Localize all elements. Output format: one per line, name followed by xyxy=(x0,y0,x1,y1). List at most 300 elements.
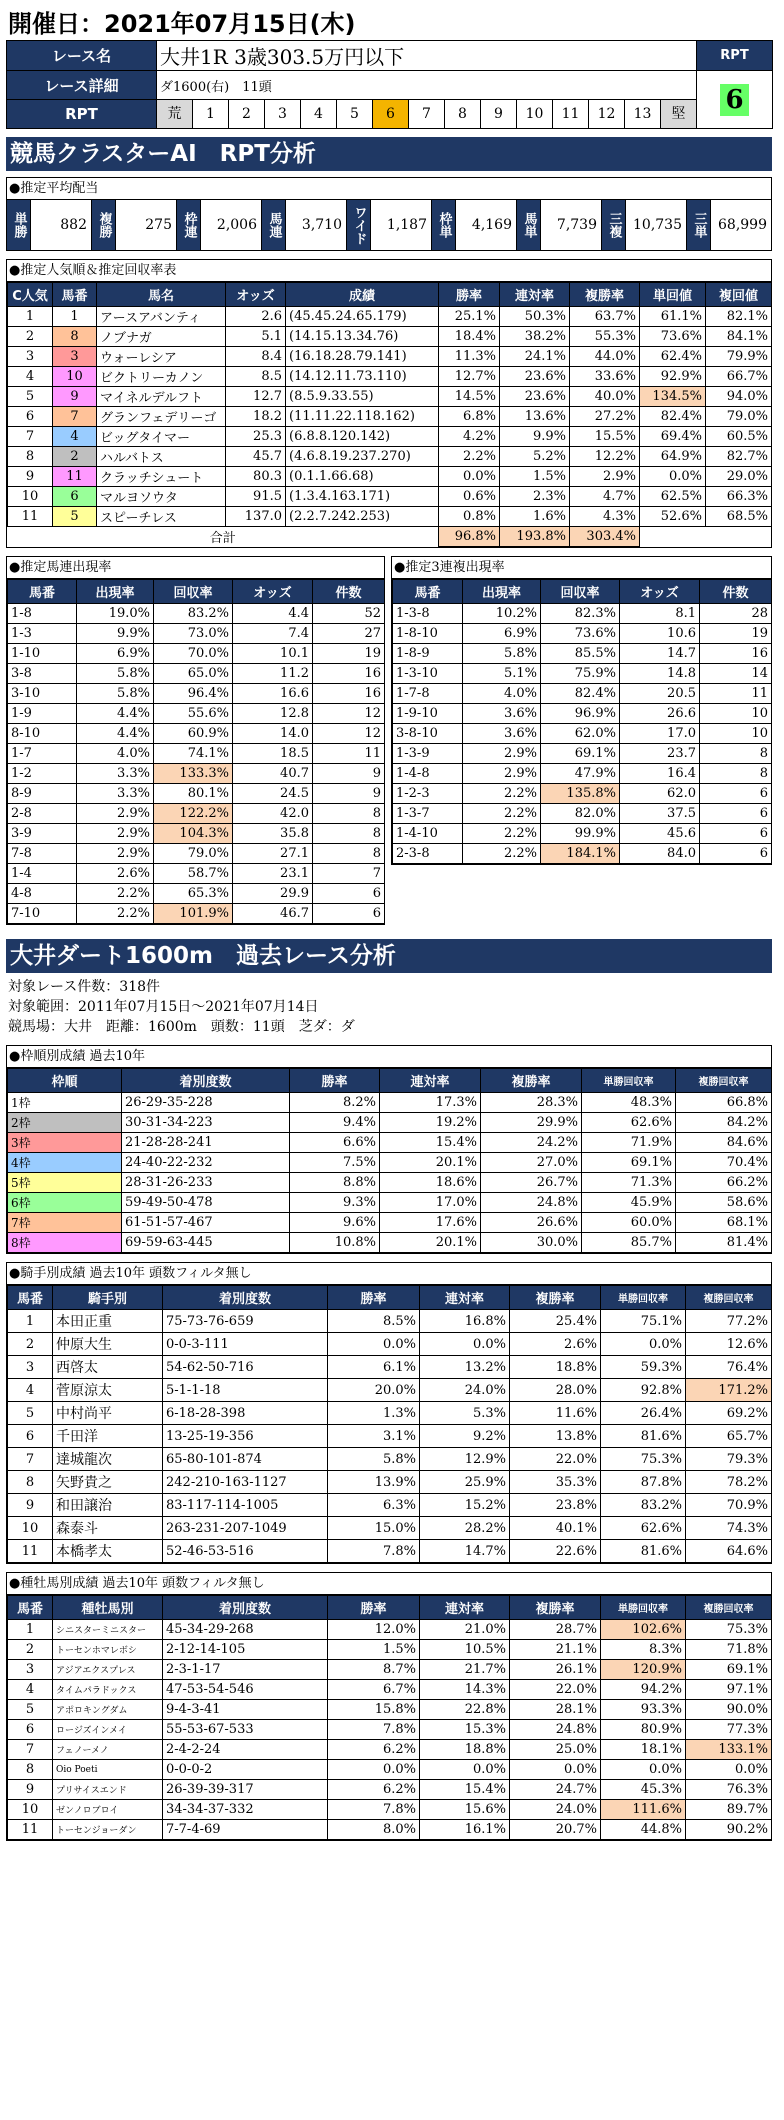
table-cell: 1-3-7 xyxy=(393,804,463,824)
table-cell: 65-80-101-874 xyxy=(163,1448,328,1471)
table-cell: 森泰斗 xyxy=(53,1517,163,1540)
payout-key-2: 枠連 xyxy=(177,200,201,250)
column-header: 着別度数 xyxy=(163,1286,328,1310)
table-cell: 1-3 xyxy=(8,624,77,644)
table-cell: 17.0 xyxy=(620,724,700,744)
table-row xyxy=(8,884,385,904)
table-cell: 9.3% xyxy=(290,1193,380,1213)
table-cell: グランフェデリーゴ xyxy=(97,407,226,427)
rpt-scale-9: 9 xyxy=(481,100,517,128)
table-cell: 2.2% xyxy=(77,884,154,904)
table-cell: 58.7% xyxy=(154,864,233,884)
table-cell: 64.9% xyxy=(640,447,706,467)
table-cell: 78.2% xyxy=(686,1471,772,1494)
header-row xyxy=(8,1286,772,1310)
table-row xyxy=(393,724,772,744)
table-cell: 6.2% xyxy=(328,1780,420,1800)
payout-key-0: 単勝 xyxy=(7,200,31,250)
table-cell: 84.6% xyxy=(676,1133,772,1153)
table-cell: 96.9% xyxy=(541,704,620,724)
table-cell: 6.8% xyxy=(439,407,500,427)
table-cell: 21.0% xyxy=(420,1620,510,1640)
table-cell: 12.8 xyxy=(233,704,313,724)
table-cell: 71.3% xyxy=(582,1173,676,1193)
table-cell: 28.0% xyxy=(510,1379,601,1402)
table-cell: (6.8.8.120.142) xyxy=(286,427,439,447)
table-cell: 48.3% xyxy=(582,1093,676,1113)
header-row xyxy=(8,580,385,604)
table-row xyxy=(8,1700,772,1720)
table-cell: 82.1% xyxy=(706,307,772,327)
table-cell: 96.4% xyxy=(154,684,233,704)
table-cell: 90.0% xyxy=(686,1700,772,1720)
table-cell: 9.4% xyxy=(290,1113,380,1133)
table-cell: ロージズインメイ xyxy=(53,1720,163,1740)
table-cell: 14.7 xyxy=(620,644,700,664)
table-cell: 21.1% xyxy=(510,1640,601,1660)
table-cell: 9 xyxy=(313,784,385,804)
column-header: 馬番 xyxy=(53,283,97,307)
table-cell: 1.5% xyxy=(328,1640,420,1660)
column-header: オッズ xyxy=(620,580,700,604)
table-cell: 6 xyxy=(313,904,385,924)
table-cell: (14.12.11.73.110) xyxy=(286,367,439,387)
table-cell: 6.9% xyxy=(77,644,154,664)
table-cell: 5.2% xyxy=(500,447,570,467)
table-cell: 26-39-39-317 xyxy=(163,1780,328,1800)
table-cell: 18.4% xyxy=(439,327,500,347)
table-cell: 13.2% xyxy=(420,1356,510,1379)
table-cell: 46.7 xyxy=(233,904,313,924)
table-row xyxy=(8,804,385,824)
table-cell: 2.9% xyxy=(570,467,640,487)
table-cell: 4.2% xyxy=(439,427,500,447)
popularity-table xyxy=(7,282,772,547)
column-header: 回収率 xyxy=(154,580,233,604)
table-cell: 85.5% xyxy=(541,644,620,664)
table-cell: ビッグタイマー xyxy=(97,427,226,447)
table-cell: 15.8% xyxy=(328,1700,420,1720)
table-cell: 84.2% xyxy=(676,1113,772,1133)
table-cell: 1-4 xyxy=(8,864,77,884)
table-row xyxy=(8,1173,772,1193)
rpt-scale-11: 11 xyxy=(553,100,589,128)
table-cell: 6 xyxy=(8,1720,53,1740)
table-cell: 24-40-22-232 xyxy=(122,1153,290,1173)
table-cell: 69.1% xyxy=(686,1660,772,1680)
table-cell: 16.4 xyxy=(620,764,700,784)
table-cell: 和田譲治 xyxy=(53,1494,163,1517)
table-cell: 17.6% xyxy=(380,1213,481,1233)
table-cell: 66.2% xyxy=(676,1173,772,1193)
table-cell: 5 xyxy=(8,1700,53,1720)
table-cell: 7 xyxy=(8,427,53,447)
table-cell: 8.5% xyxy=(328,1310,420,1333)
table-cell: 9.2% xyxy=(420,1425,510,1448)
table-cell: 達城龍次 xyxy=(53,1448,163,1471)
table-cell: 7 xyxy=(8,1448,53,1471)
table-row xyxy=(8,387,772,407)
table-cell: 1 xyxy=(8,1620,53,1640)
table-cell: 94.0% xyxy=(706,387,772,407)
sanrenpuku-title: ●推定3連複出現率 xyxy=(392,557,771,579)
waku-table xyxy=(7,1068,772,1253)
table-cell: 8 xyxy=(8,1760,53,1780)
table-row xyxy=(8,347,772,367)
table-cell: 3.6% xyxy=(463,704,541,724)
column-header: 勝率 xyxy=(328,1286,420,1310)
column-header: 回収率 xyxy=(541,580,620,604)
table-cell: 0.0% xyxy=(640,467,706,487)
table-cell: 59.3% xyxy=(601,1356,686,1379)
table-row xyxy=(8,824,385,844)
column-header: 勝率 xyxy=(290,1069,380,1093)
table-cell: アジアエクスプレス xyxy=(53,1660,163,1680)
event-date: 開催日：2021年07月15日(木) xyxy=(8,10,356,38)
table-cell: 8 xyxy=(8,1471,53,1494)
payout-value-7: 10,735 xyxy=(626,200,687,250)
table-cell: 135.8% xyxy=(541,784,620,804)
table-cell: 80.3 xyxy=(226,467,286,487)
table-cell: 16.1% xyxy=(420,1820,510,1840)
table-cell: 4.4% xyxy=(77,704,154,724)
table-cell: 59-49-50-478 xyxy=(122,1193,290,1213)
waku-title: ●枠順別成績 過去10年 xyxy=(7,1046,771,1068)
payout-value-4: 1,187 xyxy=(371,200,432,250)
table-cell: 35.8 xyxy=(233,824,313,844)
table-cell: 10 xyxy=(53,367,97,387)
table-row xyxy=(8,1425,772,1448)
column-header: 勝率 xyxy=(439,283,500,307)
rpt-value: 6 xyxy=(720,84,748,116)
table-cell: 1.5% xyxy=(500,467,570,487)
table-cell: 10.1 xyxy=(233,644,313,664)
table-cell: 15.4% xyxy=(380,1133,481,1153)
payout-value-1: 275 xyxy=(116,200,177,250)
column-header: 複勝率 xyxy=(481,1069,582,1093)
table-cell: 77.3% xyxy=(686,1720,772,1740)
table-row xyxy=(8,1620,772,1640)
table-cell: 27.0% xyxy=(481,1153,582,1173)
jockey-table xyxy=(7,1285,772,1563)
table-cell: 2.9% xyxy=(77,804,154,824)
table-cell: 45.3% xyxy=(601,1780,686,1800)
table-cell: 61.1% xyxy=(640,307,706,327)
table-cell: 74.1% xyxy=(154,744,233,764)
total-label: 合計 xyxy=(8,527,439,547)
table-row xyxy=(393,804,772,824)
table-row xyxy=(8,904,385,924)
table-cell: 9 xyxy=(8,467,53,487)
table-cell: 5.8% xyxy=(77,684,154,704)
table-cell: マイネルデルフト xyxy=(97,387,226,407)
cluster-title: 競馬クラスターAI RPT分析 xyxy=(6,137,772,171)
table-cell: 25.3 xyxy=(226,427,286,447)
table-cell: 242-210-163-1127 xyxy=(163,1471,328,1494)
table-cell: 34-34-37-332 xyxy=(163,1800,328,1820)
table-cell: 97.1% xyxy=(686,1680,772,1700)
table-cell: 25.4% xyxy=(510,1310,601,1333)
column-header: 連対率 xyxy=(500,283,570,307)
table-cell: (1.3.4.163.171) xyxy=(286,487,439,507)
payout-value-6: 7,739 xyxy=(541,200,602,250)
table-row xyxy=(8,624,385,644)
table-cell: 6枠 xyxy=(8,1193,122,1213)
table-cell: 76.3% xyxy=(686,1780,772,1800)
table-cell: 菅原涼太 xyxy=(53,1379,163,1402)
table-cell: 40.7 xyxy=(233,764,313,784)
table-cell: 60.5% xyxy=(706,427,772,447)
table-row xyxy=(8,1233,772,1253)
table-cell: 西啓太 xyxy=(53,1356,163,1379)
table-row xyxy=(393,764,772,784)
table-cell: 71.9% xyxy=(582,1133,676,1153)
table-cell: 3.3% xyxy=(77,764,154,784)
table-cell: 65.7% xyxy=(686,1425,772,1448)
table-cell: 千田洋 xyxy=(53,1425,163,1448)
table-cell: 1-7 xyxy=(8,744,77,764)
table-cell: 中村尚平 xyxy=(53,1402,163,1425)
table-cell: 120.9% xyxy=(601,1660,686,1680)
table-cell: 29.9 xyxy=(233,884,313,904)
table-cell: 5枠 xyxy=(8,1173,122,1193)
table-cell: 7-10 xyxy=(8,904,77,924)
table-cell: 82.4% xyxy=(541,684,620,704)
payout-value-3: 3,710 xyxy=(286,200,347,250)
table-cell: スピーチレス xyxy=(97,507,226,527)
table-row xyxy=(8,407,772,427)
table-cell: 20.0% xyxy=(328,1379,420,1402)
table-row xyxy=(8,1780,772,1800)
table-cell: 23.6% xyxy=(500,387,570,407)
table-cell: 184.1% xyxy=(541,844,620,864)
table-cell: 28 xyxy=(700,604,772,624)
table-cell: 25.0% xyxy=(510,1740,601,1760)
table-cell: 本橋孝太 xyxy=(53,1540,163,1563)
table-cell: 6 xyxy=(700,804,772,824)
column-header: 単回値 xyxy=(640,283,706,307)
table-cell: 15.2% xyxy=(420,1494,510,1517)
table-cell: 11.2 xyxy=(233,664,313,684)
table-cell: (4.6.8.19.237.270) xyxy=(286,447,439,467)
column-header: 馬番 xyxy=(8,580,77,604)
table-cell: 89.7% xyxy=(686,1800,772,1820)
table-cell: 75-73-76-659 xyxy=(163,1310,328,1333)
table-row xyxy=(8,1471,772,1494)
table-cell: 60.9% xyxy=(154,724,233,744)
table-cell: 5.8% xyxy=(328,1448,420,1471)
table-cell: 7 xyxy=(8,1740,53,1760)
table-cell: フェノーメノ xyxy=(53,1740,163,1760)
table-row xyxy=(393,744,772,764)
table-cell: 69.1% xyxy=(582,1153,676,1173)
table-cell: 3 xyxy=(53,347,97,367)
payout-key-4: ワイド xyxy=(347,200,371,250)
table-cell: 2 xyxy=(53,447,97,467)
table-cell: 27 xyxy=(313,624,385,644)
table-row xyxy=(393,624,772,644)
table-cell: 94.2% xyxy=(601,1680,686,1700)
table-row xyxy=(8,1760,772,1780)
table-row xyxy=(8,467,772,487)
table-row xyxy=(8,1494,772,1517)
table-cell: 24.1% xyxy=(500,347,570,367)
table-cell: 15.0% xyxy=(328,1517,420,1540)
table-row xyxy=(8,1310,772,1333)
table-cell: タイムパラドックス xyxy=(53,1680,163,1700)
table-cell: 45.7 xyxy=(226,447,286,467)
table-cell: 4 xyxy=(8,1379,53,1402)
table-cell: 18.8% xyxy=(510,1356,601,1379)
table-row xyxy=(8,487,772,507)
table-cell: 6.1% xyxy=(328,1356,420,1379)
table-cell: 81.6% xyxy=(601,1425,686,1448)
table-cell: 23.6% xyxy=(500,367,570,387)
table-cell: 4.4 xyxy=(233,604,313,624)
column-header: 件数 xyxy=(313,580,385,604)
table-row xyxy=(393,604,772,624)
rpt-scale-8: 8 xyxy=(445,100,481,128)
table-cell: 16.8% xyxy=(420,1310,510,1333)
table-cell: 20.1% xyxy=(380,1233,481,1253)
column-header: 着別度数 xyxy=(122,1069,290,1093)
column-header: 件数 xyxy=(700,580,772,604)
table-row xyxy=(8,1540,772,1563)
table-cell: 70.0% xyxy=(154,644,233,664)
table-cell: 2-4-2-24 xyxy=(163,1740,328,1760)
table-cell: 10 xyxy=(8,487,53,507)
table-cell: 14.8 xyxy=(620,664,700,684)
table-cell: 24.0% xyxy=(510,1800,601,1820)
table-cell: ノブナガ xyxy=(97,327,226,347)
table-cell: クラッチシュート xyxy=(97,467,226,487)
table-cell: 5.8% xyxy=(463,644,541,664)
table-cell: 45.9% xyxy=(582,1193,676,1213)
rpt-scale-3: 3 xyxy=(265,100,301,128)
table-cell: 1 xyxy=(8,307,53,327)
table-cell: 14.5% xyxy=(439,387,500,407)
course-info-conditions: 競馬場：大井 距離：1600m 頭数：11頭 芝ダ：ダ xyxy=(8,1019,355,1035)
table-cell: 2-3-1-17 xyxy=(163,1660,328,1680)
table-cell: 18.1% xyxy=(601,1740,686,1760)
table-cell: 17.0% xyxy=(380,1193,481,1213)
table-cell: 14.3% xyxy=(420,1680,510,1700)
table-cell: 44.0% xyxy=(570,347,640,367)
table-cell: 84.0 xyxy=(620,844,700,864)
table-cell: 30.0% xyxy=(481,1233,582,1253)
column-header: 複回値 xyxy=(706,283,772,307)
table-cell: 2.2% xyxy=(463,804,541,824)
table-cell: 3.3% xyxy=(77,784,154,804)
table-row xyxy=(8,1640,772,1660)
table-cell: 1-9-10 xyxy=(393,704,463,724)
table-cell: 12.0% xyxy=(328,1620,420,1640)
column-header: 馬番 xyxy=(393,580,463,604)
table-cell: 22.6% xyxy=(510,1540,601,1563)
column-header: 種牡馬別 xyxy=(53,1596,163,1620)
table-cell: 69-59-63-445 xyxy=(122,1233,290,1253)
table-cell: 55-53-67-533 xyxy=(163,1720,328,1740)
table-row xyxy=(8,447,772,467)
table-cell: 47.9% xyxy=(541,764,620,784)
table-cell: 83.2% xyxy=(601,1494,686,1517)
table-cell: 102.6% xyxy=(601,1620,686,1640)
column-header: 複勝回収率 xyxy=(676,1069,772,1093)
table-cell: 28-31-26-233 xyxy=(122,1173,290,1193)
table-cell: 5.8% xyxy=(77,664,154,684)
table-cell: (45.45.24.65.179) xyxy=(286,307,439,327)
table-cell: 4.7% xyxy=(570,487,640,507)
table-cell: 9 xyxy=(8,1780,53,1800)
table-cell: 19.0% xyxy=(77,604,154,624)
column-header: 連対率 xyxy=(420,1286,510,1310)
table-cell: 7-7-4-69 xyxy=(163,1820,328,1840)
table-cell: ウォーレシア xyxy=(97,347,226,367)
table-cell: 6 xyxy=(700,784,772,804)
table-cell: 10 xyxy=(700,724,772,744)
table-cell: (11.11.22.118.162) xyxy=(286,407,439,427)
table-cell: 0.0% xyxy=(328,1760,420,1780)
rpt-scale-13: 13 xyxy=(625,100,661,128)
table-cell: 3 xyxy=(8,347,53,367)
umaren-box xyxy=(6,556,385,925)
payout-value-5: 4,169 xyxy=(456,200,517,250)
column-header: 複勝率 xyxy=(510,1286,601,1310)
rpt-scale-5: 5 xyxy=(337,100,373,128)
payout-row xyxy=(7,200,771,250)
table-cell: 26.7% xyxy=(481,1173,582,1193)
table-cell: 6 xyxy=(700,824,772,844)
header-row xyxy=(393,580,772,604)
table-row xyxy=(393,704,772,724)
table-cell: 24.7% xyxy=(510,1780,601,1800)
table-cell: 29.0% xyxy=(706,467,772,487)
table-cell: 1-8-10 xyxy=(393,624,463,644)
table-cell: 25.1% xyxy=(439,307,500,327)
table-cell: 26.6% xyxy=(481,1213,582,1233)
table-cell: シニスターミニスター xyxy=(53,1620,163,1640)
table-cell: 24.0% xyxy=(420,1379,510,1402)
header-row xyxy=(8,283,772,307)
course-title: 大井ダート1600m 過去レース分析 xyxy=(6,939,772,973)
table-cell: 7 xyxy=(53,407,97,427)
table-cell: 8 xyxy=(700,744,772,764)
table-cell: 8 xyxy=(700,764,772,784)
table-row xyxy=(8,724,385,744)
table-cell: 2.2% xyxy=(77,904,154,924)
column-header: 成績 xyxy=(286,283,439,307)
table-cell: トーセンジョーダン xyxy=(53,1820,163,1840)
table-row xyxy=(8,1720,772,1740)
table-cell: 84.1% xyxy=(706,327,772,347)
table-cell: 20.1% xyxy=(380,1153,481,1173)
table-cell: 8枠 xyxy=(8,1233,122,1253)
table-cell: 21.7% xyxy=(420,1660,510,1680)
table-cell: 133.1% xyxy=(686,1740,772,1760)
table-cell: (16.18.28.79.141) xyxy=(286,347,439,367)
table-cell: 7.8% xyxy=(328,1800,420,1820)
table-cell: 12.2% xyxy=(570,447,640,467)
table-cell: トーセンホマレボシ xyxy=(53,1640,163,1660)
table-cell: 75.9% xyxy=(541,664,620,684)
sanrenpuku-box xyxy=(391,556,772,865)
column-header: オッズ xyxy=(233,580,313,604)
table-cell: 11.3% xyxy=(439,347,500,367)
payout-title: ●推定平均配当 xyxy=(7,178,771,200)
table-cell: (8.5.9.33.55) xyxy=(286,387,439,407)
table-cell: 7.5% xyxy=(290,1153,380,1173)
table-cell: 8.3% xyxy=(601,1640,686,1660)
